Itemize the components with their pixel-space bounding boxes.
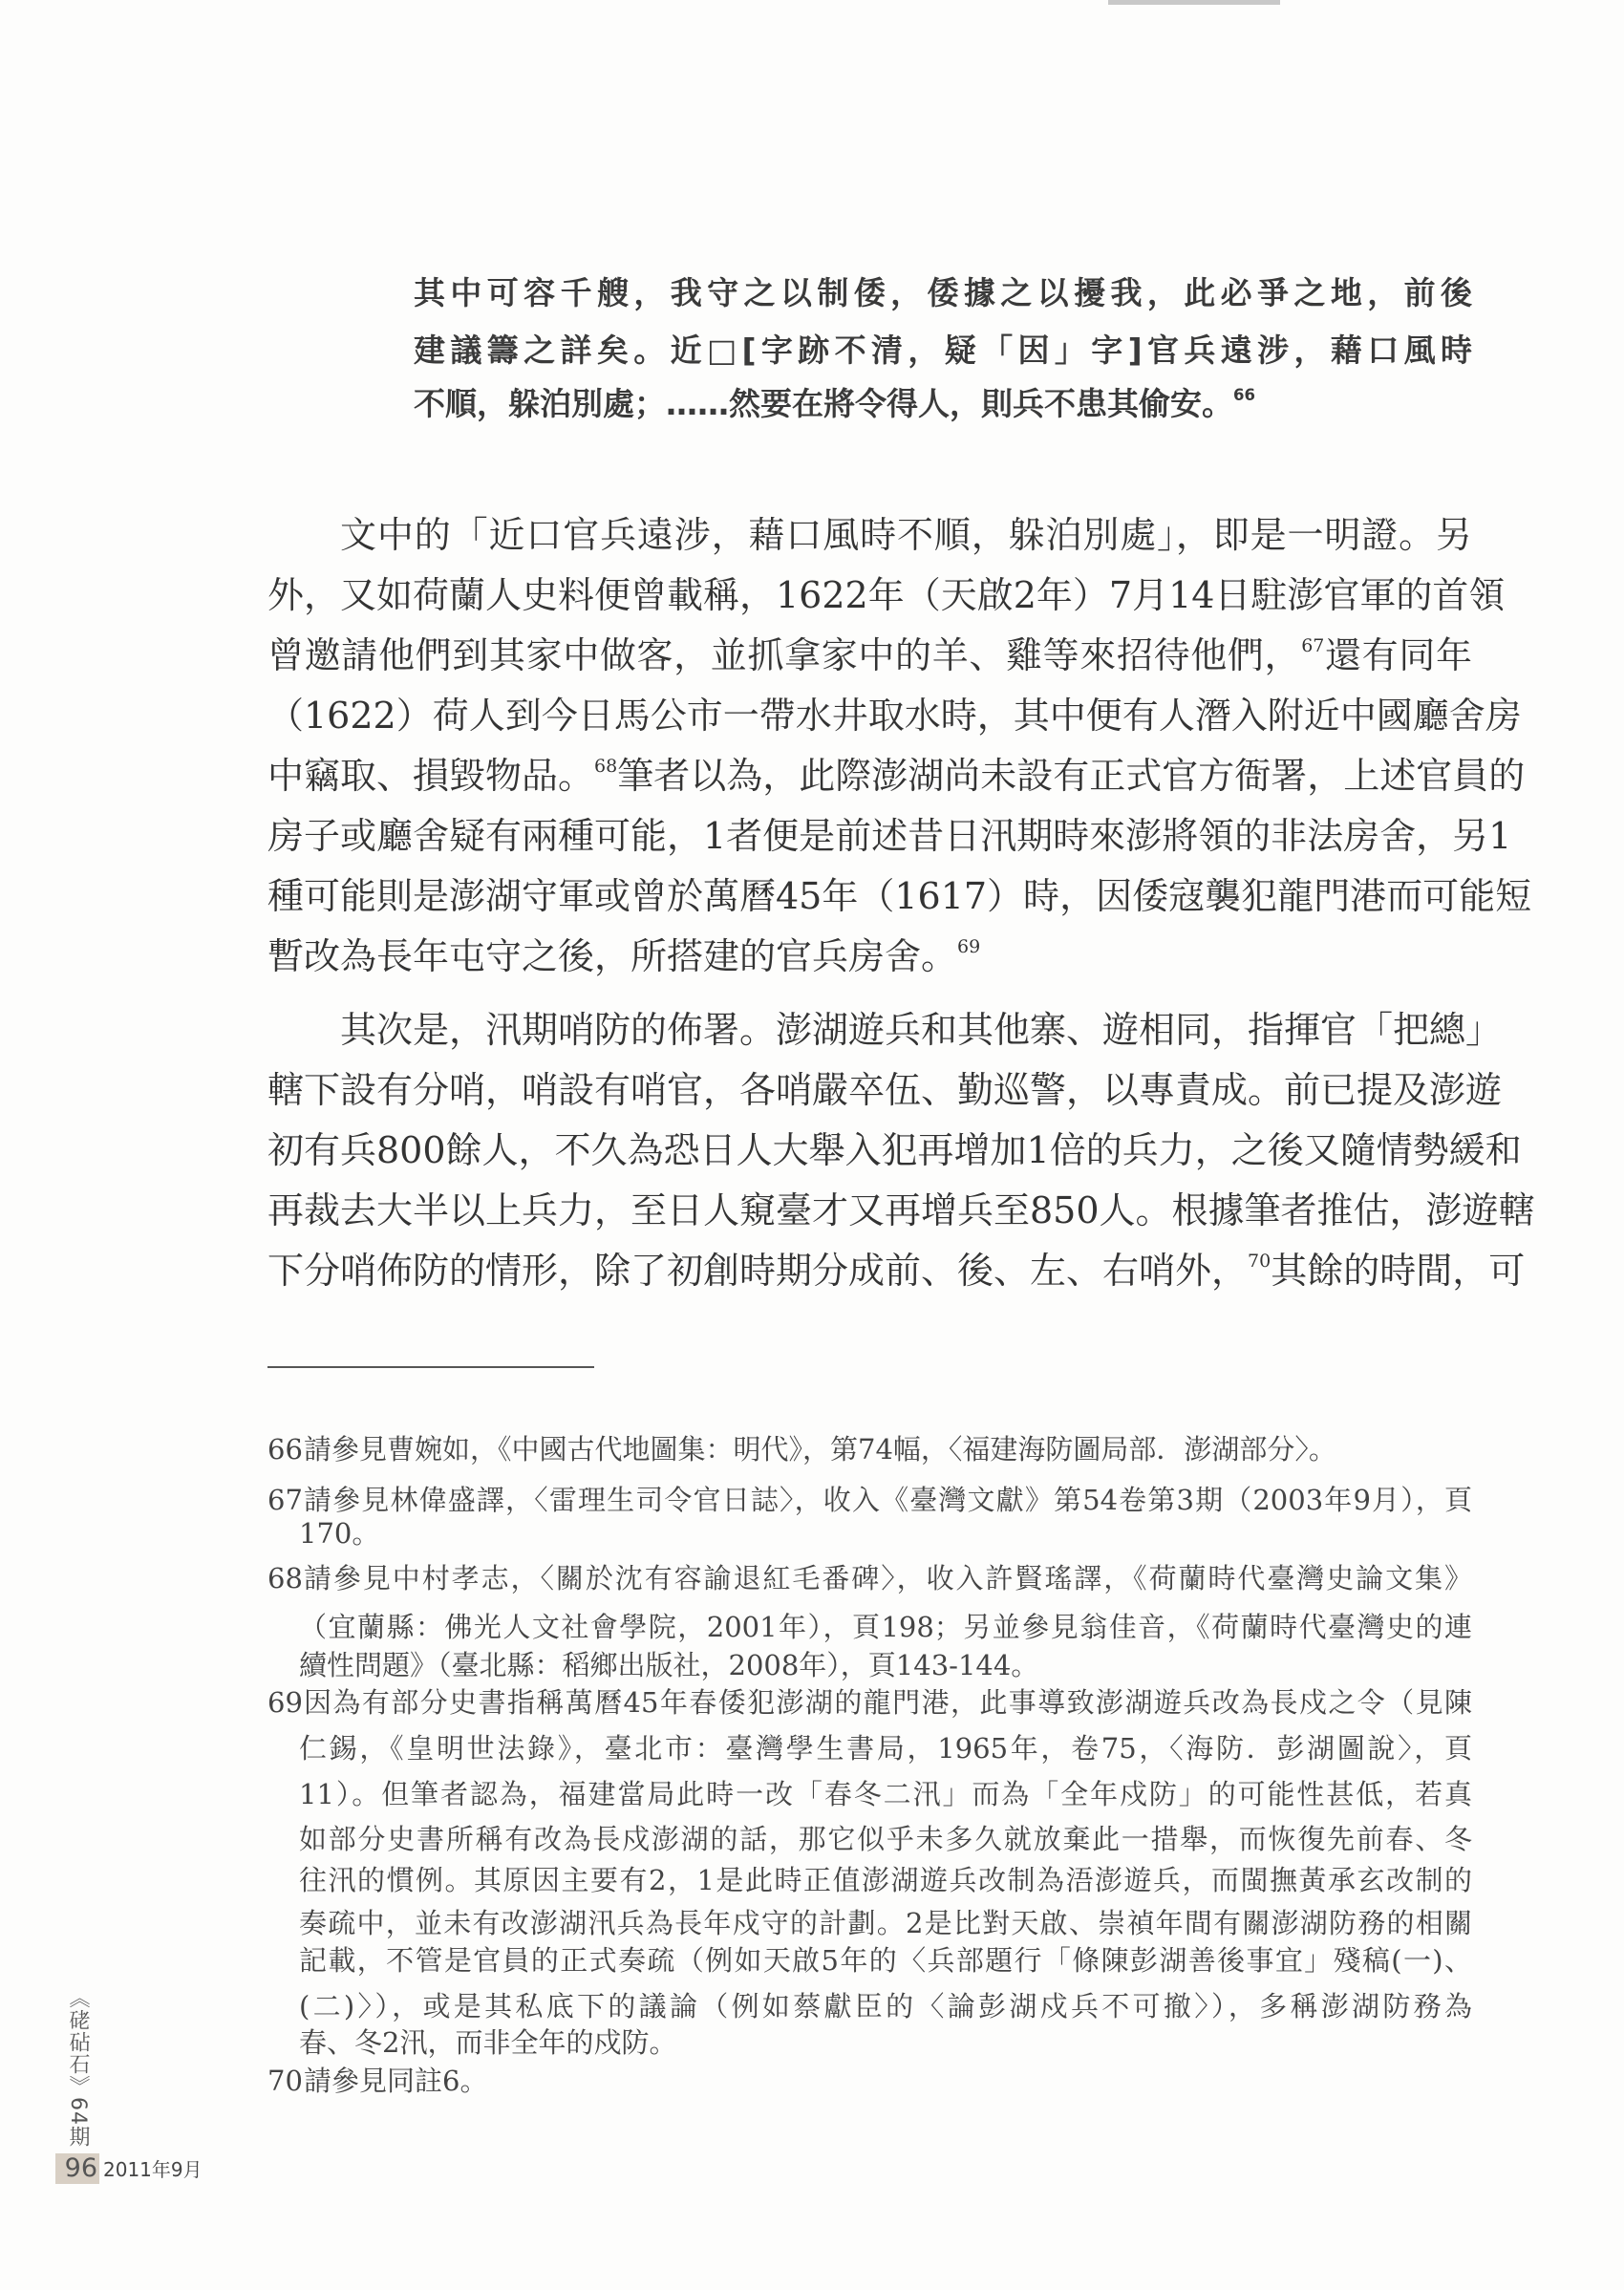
text-line (267, 1060, 1503, 1120)
issue-date: 2011年9月 (103, 2158, 203, 2181)
text-segment: 其餘的時間，可 (1271, 1250, 1526, 1292)
text-segment: 暫改為長年屯守之後，所搭建的官兵房舍。 (267, 935, 958, 977)
text-line (267, 806, 1512, 866)
text-line (267, 746, 1526, 805)
footnote-line: 請參見曹婉如，《中國古代地圖集：明代》，第74幅，〈福建海防圖局部．澎湖部分〉。 (304, 1433, 1336, 1466)
footnote-number: 66 (267, 1433, 303, 1466)
text-line (267, 1241, 1526, 1300)
footnote-line: 請參見中村孝志，〈關於沈有容諭退紅毛番碑〉，收入許賢瑤譯，《荷蘭時代臺灣史論文集》 (304, 1562, 1472, 1594)
text-line (414, 266, 1472, 321)
text-line (414, 376, 1472, 432)
scan-mark (1108, 0, 1280, 5)
text-line (267, 686, 1522, 745)
text-segment: 還有同年 (1324, 634, 1472, 676)
text-segment: 文中的「近口官兵遠涉，藉口風時不順，躲泊別處」，即是一明證。另 (340, 514, 1472, 556)
footnote-line: 如部分史書所稱有改為長戍澎湖的話，那它似乎未多久就放棄此一措舉，而恢復先前春、冬 (299, 1823, 1472, 1855)
text-line (414, 323, 1472, 378)
text-segment: 初有兵800餘人，不久為恐日人大舉入犯再增加1倍的兵力，之後又隨情勢緩和 (267, 1129, 1522, 1171)
text-segment: 筆者以為，此際澎湖尚未設有正式官方衙署，上述官員的 (617, 755, 1526, 797)
footnote-line: 往汛的慣例。其原因主要有2，1是此時正值澎湖遊兵改制為浯澎遊兵，而閩撫黃承玄改制的 (299, 1864, 1472, 1896)
footnote-number: 67 (267, 1484, 303, 1516)
footnote-rule (267, 1366, 594, 1368)
footnote-line: 170。 (299, 1517, 380, 1550)
text-segment: 不順，躲泊別處；……然要在將令得人，則兵不患其偷安。 (414, 385, 1233, 422)
footnote-number: 68 (267, 1562, 303, 1594)
footnote-line: （宜蘭縣：佛光人文社會學院，2001年），頁198；另並參見翁佳音，《荷蘭時代臺灣史的連 (299, 1611, 1472, 1643)
footnote-ref[interactable]: 68 (594, 755, 618, 777)
text-line (267, 1121, 1522, 1180)
page-number: 96 (55, 2153, 99, 2184)
text-segment: 其中可容千艘，我守之以制倭，倭據之以擾我，此必爭之地，前後 (414, 274, 1472, 311)
text-segment: 再裁去大半以上兵力，至日人窺臺才又再增兵至850人。根據筆者推估，澎遊轄 (267, 1189, 1535, 1231)
footnote-line: 因為有部分史書指稱萬曆45年春倭犯澎湖的龍門港，此事導致澎湖遊兵改為長戍之令（見陳 (304, 1686, 1472, 1719)
text-segment: 下分哨佈防的情形，除了初創時期分成前、後、左、右哨外， (267, 1250, 1249, 1292)
footnote-line: 仁錫，《皇明世法錄》，臺北市：臺灣學生書局，1965年，卷75，〈海防．彭湖圖說〉，頁 (299, 1732, 1472, 1765)
footnote-ref[interactable]: 70 (1248, 1250, 1271, 1272)
footnote-line: 春、冬2汛，而非全年的戍防。 (299, 2026, 677, 2059)
text-line (340, 1000, 1503, 1059)
footnote-line: 請參見林偉盛譯，〈雷理生司令官日誌〉，收入《臺灣文獻》第54卷第3期（2003年9月），頁 (304, 1484, 1472, 1516)
text-segment: 外，又如荷蘭人史料便曾載稱，1622年（天啟2年）7月14日駐澎官軍的首領 (267, 574, 1506, 616)
footnote-number: 69 (267, 1686, 303, 1719)
footnote-line: (二)〉），或是其私底下的議論（例如蔡獻臣的〈論彭湖戍兵不可撤〉），多稱澎湖防務為 (299, 1990, 1472, 2022)
footnote-line: 奏疏中，並未有改澎湖汛兵為長年戍守的計劃。2是比對天啟、崇禎年間有關澎湖防務的相關 (299, 1907, 1472, 1939)
footnote-ref[interactable]: 69 (957, 935, 981, 957)
text-segment: 曾邀請他們到其家中做客，並抓拿家中的羊、雞等來招待他們， (267, 634, 1302, 676)
text-line (267, 626, 1472, 685)
footnote-line: 11）。但筆者認為，福建當局此時一改「春冬二汛」而為「全年戍防」的可能性甚低，若真 (299, 1778, 1472, 1810)
text-segment: 房子或廳舍疑有兩種可能，1者便是前述昔日汛期時來澎將領的非法房舍，另1 (267, 815, 1512, 857)
footnote-number: 70 (267, 2065, 303, 2097)
text-line (267, 566, 1506, 625)
text-line (340, 505, 1472, 565)
text-segment: 建議籌之詳矣。近□[字跡不清，疑「因」字]官兵遠涉，藉口風時 (414, 332, 1472, 369)
text-segment: 其次是，汛期哨防的佈署。澎湖遊兵和其他寨、遊相同，指揮官「把總」 (340, 1009, 1503, 1051)
footnote-line: 續性問題》（臺北縣：稻鄉出版社，2008年），頁143-144。 (299, 1649, 1039, 1681)
text-segment: 中竊取、損毀物品。 (267, 755, 595, 797)
footnote-line: 請參見同註6。 (304, 2065, 488, 2097)
text-line (267, 927, 1472, 986)
text-line (267, 1181, 1535, 1240)
text-line (267, 867, 1532, 926)
journal-title: 《硓砧石》64期 (66, 1987, 90, 2148)
footnote-line: 記載，不管是官員的正式奏疏（例如天啟5年的〈兵部題行「條陳彭湖善後事宜」殘稿(一)、 (299, 1944, 1472, 1977)
footnote-ref[interactable]: 67 (1301, 634, 1325, 656)
footnote-ref[interactable]: 66 (1233, 386, 1255, 405)
text-segment: （1622）荷人到今日馬公市一帶水井取水時，其中便有人潛入附近中國廳舍房 (267, 695, 1522, 737)
text-segment: 種可能則是澎湖守軍或曾於萬曆45年（1617）時，因倭寇襲犯龍門港而可能短 (267, 875, 1532, 917)
text-segment: 轄下設有分哨，哨設有哨官，各哨嚴卒伍、勤巡警，以專責成。前已提及澎遊 (267, 1069, 1503, 1111)
